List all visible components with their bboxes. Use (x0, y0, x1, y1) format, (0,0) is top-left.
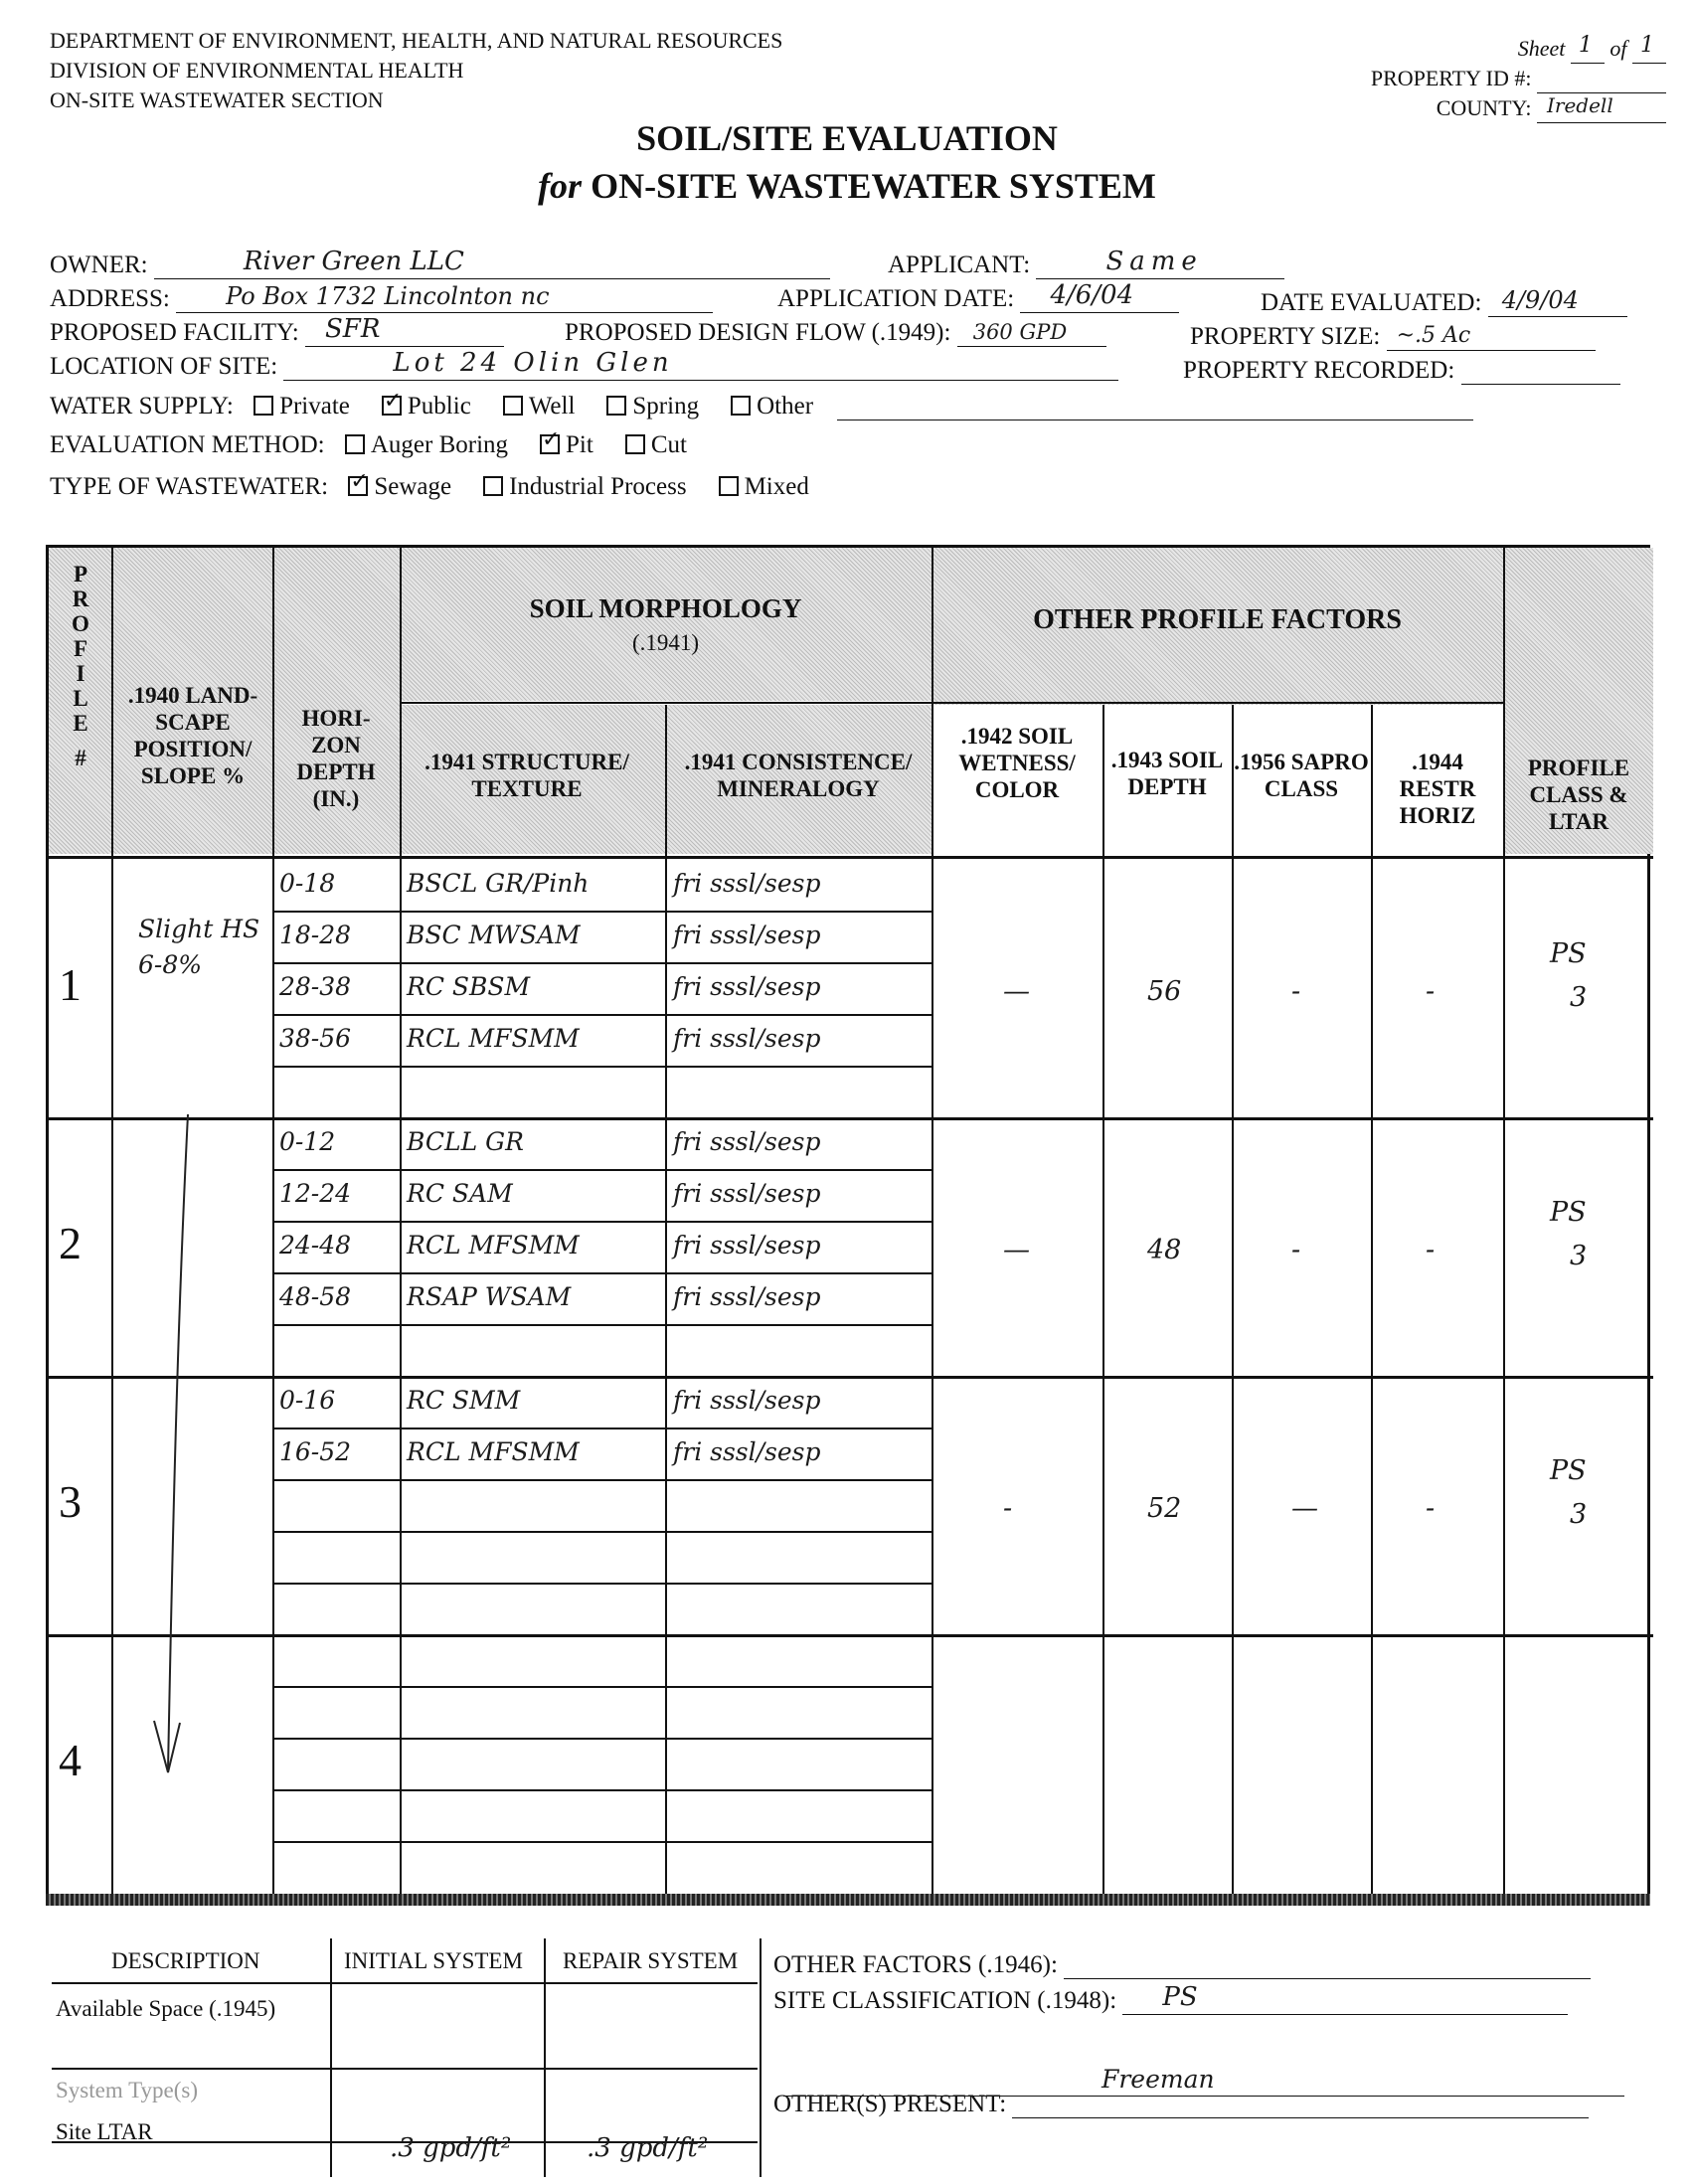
wastewater-mixed-label: Mixed (744, 473, 809, 500)
others-present-row (773, 2090, 1589, 2118)
eval-auger-boring-label: Auger Boring (370, 431, 509, 458)
initial-system-label: INITIAL SYSTEM (344, 1948, 523, 1973)
evaluation-method-row (50, 431, 705, 459)
soil-depth-cell[interactable]: 56 (1147, 976, 1182, 1007)
consistence-mineralogy-cell[interactable]: fri sssl/sesp (673, 869, 821, 898)
design-flow-value[interactable]: 360 GPD (972, 320, 1068, 344)
restr-horiz-cell[interactable]: - (1426, 1235, 1436, 1265)
sapro-class-cell[interactable]: — (1291, 1493, 1318, 1524)
water-private-label: Private (279, 393, 350, 420)
facility-row (50, 314, 504, 347)
design-flow-row (565, 318, 1106, 347)
water-other-checkbox[interactable] (731, 396, 751, 416)
structure-texture-cell[interactable]: BSCL GR/Pinh (407, 869, 590, 898)
profile-ltar-cell[interactable]: 3 (1570, 1241, 1588, 1271)
location-label: LOCATION OF SITE: (50, 353, 278, 380)
date-evaluated-label: DATE EVALUATED: (1261, 289, 1482, 316)
repair-system-label: REPAIR SYSTEM (563, 1948, 739, 1973)
address-label: ADDRESS: (50, 285, 170, 312)
col-wetness-header: .1942 SOIL WETNESS/ COLOR (958, 724, 1076, 802)
soil-profile-table (46, 545, 1650, 1897)
applicant-label: APPLICANT: (888, 252, 1031, 278)
sapro-class-cell[interactable]: - (1291, 976, 1301, 1007)
site-class-value[interactable]: PS (1162, 1982, 1198, 2012)
of-label: of (1609, 36, 1627, 61)
sheet-total[interactable]: 1 (1640, 33, 1654, 58)
site-class-row (773, 1982, 1568, 2015)
dept-line-3: ON-SITE WASTEWATER SECTION (50, 87, 384, 112)
application-date-value[interactable]: 4/6/04 (1050, 280, 1134, 310)
col-class-header: PROFILE CLASS & LTAR (1527, 756, 1630, 834)
property-size-row (1190, 322, 1596, 351)
evaluated-by-value[interactable]: Freeman (1101, 2065, 1215, 2094)
col-horizon-header: HORI- ZON DEPTH (IN.) (296, 706, 376, 811)
site-ltar-label: Site LTAR (56, 2119, 153, 2144)
profile-ltar-cell[interactable]: 3 (1570, 982, 1588, 1013)
wastewater-sewage-label: Sewage (374, 473, 452, 500)
sapro-class-cell[interactable]: - (1291, 1235, 1301, 1265)
facility-label: PROPOSED FACILITY: (50, 319, 299, 346)
soil-depth-cell[interactable]: 48 (1147, 1235, 1182, 1265)
system-table (42, 1938, 762, 2177)
horizon-depth-cell[interactable]: 38-56 (279, 1024, 352, 1053)
slope-arrow (128, 1114, 228, 1810)
department-header (50, 26, 782, 115)
wastewater-industrial-process-label: Industrial Process (509, 473, 687, 500)
profile-class-cell[interactable]: PS (1550, 1455, 1587, 1486)
structure-texture-cell[interactable]: RC SMM (407, 1386, 521, 1415)
profile-class-cell[interactable]: PS (1550, 938, 1587, 969)
soil-wetness-cell[interactable]: - (1003, 1493, 1013, 1524)
owner-label: OWNER: (50, 252, 148, 278)
water-other-field[interactable] (837, 392, 1473, 420)
wastewater-type-label: TYPE OF WASTEWATER: (50, 473, 329, 500)
owner-row (50, 247, 830, 279)
structure-texture-cell[interactable]: RC SBSM (407, 972, 531, 1001)
profile-number: 3 (59, 1476, 82, 1527)
structure-texture-cell[interactable]: RSAP WSAM (407, 1282, 572, 1311)
other-factors-field[interactable] (1064, 1950, 1591, 1979)
soil-morphology-sub: (.1941) (631, 630, 700, 655)
water-public-checkbox[interactable] (382, 396, 402, 416)
property-recorded-row (1183, 356, 1620, 385)
form-subtitle: for ON-SITE WASTEWATER SYSTEM (538, 166, 1156, 206)
applicant-row (888, 247, 1284, 279)
water-public-label: Public (407, 393, 471, 420)
dept-line-1: DEPARTMENT OF ENVIRONMENT, HEALTH, AND NATURAL RESOURCES (50, 28, 783, 53)
eval-cut-label: Cut (650, 431, 687, 458)
property-size-label: PROPERTY SIZE: (1190, 323, 1381, 350)
water-supply-label: WATER SUPPLY: (50, 393, 234, 420)
profile-number: 1 (59, 959, 82, 1010)
consistence-mineralogy-cell[interactable]: fri sssl/sesp (673, 1127, 821, 1156)
consistence-mineralogy-cell[interactable]: fri sssl/sesp (673, 1437, 821, 1466)
property-id-label: PROPERTY ID #: (1370, 66, 1532, 90)
system-type-label: System Type(s) (56, 2078, 198, 2102)
application-date-label: APPLICATION DATE: (777, 285, 1015, 312)
horizon-depth-cell[interactable]: 0-12 (279, 1127, 336, 1156)
site-class-label: SITE CLASSIFICATION (.1948): (773, 1987, 1117, 2014)
structure-texture-cell[interactable]: RCL MFSMM (407, 1231, 580, 1260)
consistence-mineralogy-cell[interactable]: fri sssl/sesp (673, 972, 821, 1001)
consistence-mineralogy-cell[interactable]: fri sssl/sesp (673, 1231, 821, 1260)
water-private-checkbox[interactable] (254, 396, 273, 416)
landscape-note[interactable]: Slight HS 6-8% (138, 915, 260, 979)
eval-auger-boring-checkbox[interactable] (345, 434, 365, 454)
restr-horiz-cell[interactable]: - (1426, 1493, 1436, 1524)
eval-pit-checkbox[interactable] (540, 434, 560, 454)
structure-texture-cell[interactable]: BCLL GR (407, 1127, 524, 1156)
profile-ltar-cell[interactable]: 3 (1570, 1499, 1588, 1530)
facility-value[interactable]: SFR (325, 314, 381, 344)
horizon-depth-cell[interactable]: 16-52 (279, 1437, 352, 1466)
horizon-depth-cell[interactable]: 48-58 (279, 1282, 352, 1311)
structure-texture-cell[interactable]: RC SAM (407, 1179, 513, 1208)
sheet-label: Sheet (1517, 36, 1566, 61)
county-label: COUNTY: (1436, 95, 1532, 120)
horizon-depth-cell[interactable]: 18-28 (279, 921, 352, 949)
soil-wetness-cell[interactable]: — (1003, 976, 1030, 1007)
others-present-label: OTHER(S) PRESENT: (773, 2091, 1007, 2117)
consistence-mineralogy-cell[interactable]: fri sssl/sesp (673, 1179, 821, 1208)
horizon-depth-cell[interactable]: 0-18 (279, 869, 336, 898)
soil-morphology-header: SOIL MORPHOLOGY (529, 593, 802, 623)
other-factors-label: OTHER FACTORS (.1946): (773, 1951, 1058, 1978)
profile-class-cell[interactable]: PS (1550, 1197, 1587, 1228)
wastewater-sewage-checkbox[interactable] (348, 476, 368, 496)
desc-label: DESCRIPTION (111, 1948, 260, 1973)
available-space-label: Available Space (.1945) (56, 1996, 276, 2021)
horizon-depth-cell[interactable]: 28-38 (279, 972, 352, 1001)
structure-texture-cell[interactable]: RCL MFSMM (407, 1437, 580, 1466)
horizon-depth-cell[interactable]: 24-48 (279, 1231, 352, 1260)
property-size-value[interactable]: ~.5 Ac (1396, 323, 1471, 348)
address-row (50, 284, 713, 313)
wastewater-industrial-process-checkbox[interactable] (483, 476, 503, 496)
soil-depth-cell[interactable]: 52 (1147, 1493, 1182, 1524)
consistence-mineralogy-cell[interactable]: fri sssl/sesp (673, 1282, 821, 1311)
water-other-label: Other (757, 393, 814, 420)
horizon-depth-cell[interactable]: 12-24 (279, 1179, 352, 1208)
col-landscape-header: .1940 LAND- SCAPE POSITION/ SLOPE % (127, 683, 258, 788)
soil-wetness-cell[interactable]: — (1003, 1235, 1030, 1265)
evaluation-method-label: EVALUATION METHOD: (50, 431, 325, 458)
col-profile-header: P R O F I L E # (72, 562, 89, 770)
wastewater-mixed-checkbox[interactable] (719, 476, 739, 496)
design-flow-label: PROPOSED DESIGN FLOW (.1949): (565, 319, 951, 346)
dept-line-2: DIVISION OF ENVIRONMENTAL HEALTH (50, 58, 464, 83)
profile-number: 2 (59, 1218, 82, 1268)
horizon-depth-cell[interactable]: 0-16 (279, 1386, 336, 1415)
water-well-label: Well (528, 393, 576, 420)
others-present-field[interactable] (1012, 2090, 1589, 2118)
profile-number: 4 (59, 1735, 82, 1785)
application-date-row (777, 280, 1179, 313)
water-well-checkbox[interactable] (503, 396, 523, 416)
eval-pit-label: Pit (566, 431, 593, 458)
sheet-number[interactable]: 1 (1578, 33, 1593, 58)
col-restr-header: .1944 RESTR HORIZ (1399, 750, 1476, 828)
ltar-repair-value[interactable]: .3 gpd/ft² (587, 2133, 709, 2163)
property-recorded-field[interactable] (1461, 356, 1620, 385)
other-factors-header: OTHER PROFILE FACTORS (1033, 604, 1402, 635)
ltar-initial-value[interactable]: .3 gpd/ft² (390, 2133, 512, 2163)
water-supply-row (50, 392, 1473, 420)
divider-bar (46, 1894, 1650, 1906)
structure-texture-cell[interactable]: BSC MWSAM (407, 921, 581, 949)
col-structure-header: .1941 STRUCTURE/ TEXTURE (424, 750, 629, 801)
form-title: SOIL/SITE EVALUATION (636, 118, 1058, 158)
date-evaluated-row (1261, 288, 1627, 317)
owner-value[interactable]: River Green LLC (243, 247, 464, 276)
consistence-mineralogy-cell[interactable]: fri sssl/sesp (673, 921, 821, 949)
property-recorded-label: PROPERTY RECORDED: (1183, 357, 1455, 384)
structure-texture-cell[interactable]: RCL MFSMM (407, 1024, 580, 1053)
consistence-mineralogy-cell[interactable]: fri sssl/sesp (673, 1024, 821, 1053)
wastewater-type-row (50, 473, 827, 501)
location-row (50, 348, 1118, 381)
water-spring-checkbox[interactable] (606, 396, 626, 416)
location-value[interactable]: Lot 24 Olin Glen (393, 348, 673, 378)
water-spring-label: Spring (632, 393, 700, 420)
col-sapro-header: .1956 SAPRO CLASS (1234, 750, 1369, 801)
col-consistence-header: .1941 CONSISTENCE/ MINERALOGY (684, 750, 913, 801)
sheet-info (1371, 34, 1666, 123)
restr-horiz-cell[interactable]: - (1426, 976, 1436, 1007)
applicant-value[interactable]: Same (1105, 247, 1203, 276)
eval-cut-checkbox[interactable] (625, 434, 645, 454)
other-factors-row (773, 1950, 1591, 1979)
county-value[interactable]: Iredell (1547, 93, 1613, 117)
address-value[interactable]: Po Box 1732 Lincolnton nc (226, 282, 550, 310)
col-soil-depth-header: .1943 SOIL DEPTH (1110, 748, 1224, 799)
date-evaluated-value[interactable]: 4/9/04 (1501, 286, 1579, 314)
consistence-mineralogy-cell[interactable]: fri sssl/sesp (673, 1386, 821, 1415)
